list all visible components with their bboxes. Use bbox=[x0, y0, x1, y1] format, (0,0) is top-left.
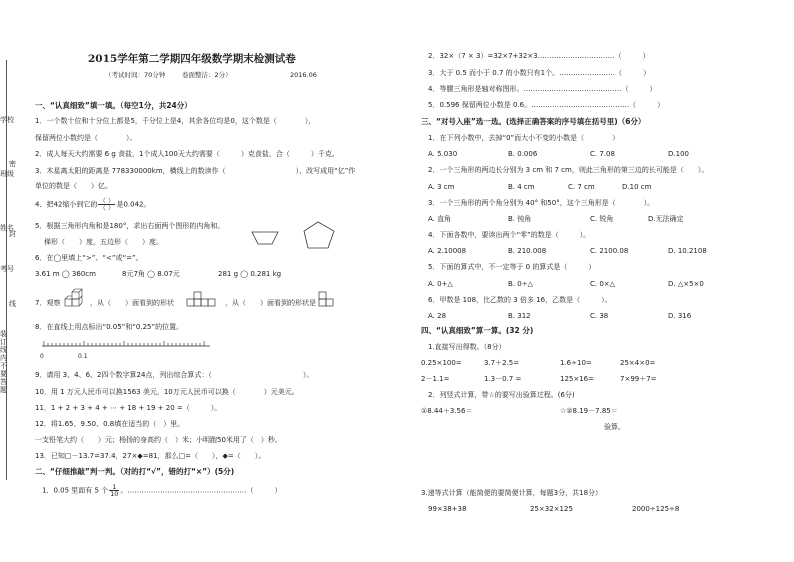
question-2: 2．成人每天大约需要 6 g 食盐，1个成人100天大约需要（ ）克食盐，合（ ）千克。 bbox=[35, 150, 339, 158]
judge-1-text-end: 。……………………………………………（ ） bbox=[120, 486, 282, 495]
choice-3-option-b: B. 钝角 bbox=[508, 215, 532, 223]
question-6-item-a: 3.61 m ◯ 360cm bbox=[35, 270, 96, 278]
calc-1-row2-b: 1.3－0.7 = bbox=[484, 375, 522, 383]
judge-1-fraction bbox=[109, 484, 119, 497]
calc-2-item-2: ☆②8.19－7.85＝ bbox=[560, 407, 618, 415]
question-4-fraction bbox=[98, 198, 115, 211]
margin-seal-char-3: 线 bbox=[9, 300, 16, 308]
choice-5-option-a: A. 0+△ bbox=[428, 280, 453, 288]
calc-3-item-2: 25×32×125 bbox=[530, 505, 573, 513]
exam-time: （考试时间：70分钟 bbox=[105, 71, 166, 79]
margin-exam-no-label: 考号 bbox=[0, 265, 14, 273]
choice-2-option-a: A. 3 cm bbox=[428, 183, 455, 191]
side-view-figure bbox=[318, 291, 348, 307]
calc-1-row2-a: 2－1.1= bbox=[421, 375, 450, 383]
fraction-numerator: （ ） bbox=[99, 197, 115, 205]
question-1: 1．一个数十位和十分位上都是5，千分位上是4，其余各位均是0，这个数是（ ）， bbox=[35, 117, 316, 125]
number-line bbox=[42, 340, 212, 352]
choice-6-option-a: A. 28 bbox=[428, 312, 447, 320]
calc-3-item-1: 99×38+38 bbox=[428, 505, 467, 513]
choice-3: 3．一个三角形的两个角分别为 40° 和50°，这个三角形是（ ）。 bbox=[428, 199, 655, 207]
question-13: 13．已知□－13.7=37.4，27×◆=81，那么□=（ ），◆=（ ）。 bbox=[35, 452, 266, 460]
exam-title: 2015学年第二学期四年级数学期末检测试卷 bbox=[88, 53, 296, 65]
choice-4: 4．下面各数中，要读出两个“零”的数是（ ）。 bbox=[428, 231, 591, 239]
judge-1-text: 1．0.05 里面有 5 个 bbox=[42, 486, 109, 495]
choice-4-option-c: C. 2100.08 bbox=[590, 247, 629, 255]
question-7: 7．观察 bbox=[35, 299, 61, 307]
fraction-denominator: （ ） bbox=[99, 204, 115, 212]
question-3-cont: 单位的数是（ ）亿。 bbox=[35, 182, 112, 190]
fraction-denominator: 10 bbox=[110, 490, 119, 498]
section-4-heading: 四、“认真细致”算一算。(32 分) bbox=[421, 326, 534, 335]
choice-6-option-b: B. 312 bbox=[508, 312, 531, 320]
front-view-figure bbox=[186, 291, 222, 307]
question-1-cont: 保留两位小数约是（ ）。 bbox=[35, 134, 137, 142]
calc-1-row1-c: 1.6÷10= bbox=[560, 359, 592, 367]
judge-5: 5．0.596 保留两位小数是 0.6。……………………………………（ ） bbox=[428, 101, 665, 109]
choice-1-option-d: D.100 bbox=[668, 150, 689, 158]
margin-seal-char-2: 封 bbox=[9, 230, 16, 238]
calc-1-row1-b: 3.7＋2.5= bbox=[484, 359, 520, 367]
judge-3: 3．大于 0.5 而小于 0.7 的小数只有1个。……………………（ ） bbox=[428, 69, 651, 77]
question-6-item-c: 281 g ◯ 0.281 kg bbox=[218, 270, 282, 278]
calc-2-heading: 2．列竖式计算，带☆的要写出验算过程。(6分) bbox=[428, 391, 575, 399]
choice-6: 6．甲数是 108，比乙数的 3 倍多 16，乙数是（ ）。 bbox=[428, 296, 612, 304]
choice-4-option-d: D. 10.2108 bbox=[668, 247, 707, 255]
calc-1-heading: 1.直接写出得数。（8分） bbox=[428, 343, 506, 351]
question-3: 3．木星离太阳的距离是 778330000km，横线上的数读作（ ），改写成用“亿”作 bbox=[35, 167, 356, 175]
section-1-heading: 一、“认真细致”填一填。（每空1分，共24分） bbox=[35, 101, 192, 110]
judge-1 bbox=[42, 484, 281, 497]
number-line-label-0: 0 bbox=[40, 353, 44, 360]
choice-6-option-c: C. 38 bbox=[590, 312, 609, 320]
calc-2-item-1: ①8.44＋3.56＝ bbox=[421, 407, 473, 415]
question-12-cont: 一支铅笔大约（ ）元；杨扬的身高约（ ）米；小明跑50米用了（ ）秒。 bbox=[35, 436, 282, 444]
calc-1-row2-c: 125×16= bbox=[560, 375, 594, 383]
calc-1-row2-d: 7×99＋7= bbox=[620, 375, 657, 383]
choice-3-option-d: D.无法确定 bbox=[648, 215, 684, 223]
fraction-numerator: 1 bbox=[109, 484, 119, 491]
question-7-text: ，从（ ）面看到的形状 bbox=[90, 299, 174, 307]
choice-5-option-d: D. △×5×0 bbox=[668, 280, 704, 288]
question-5: 5．根据三角形内角和是180°，求出右面两个图形的内角和。 bbox=[35, 222, 225, 230]
margin-school-label: 学校 bbox=[0, 116, 14, 124]
judge-2: 2．32×（7 × 3）=32×7+32×3……………………………（ ） bbox=[428, 52, 650, 60]
choice-4-option-a: A. 2.10008 bbox=[428, 247, 467, 255]
choice-5-option-c: C. 0×△ bbox=[590, 280, 616, 288]
choice-3-option-a: A. 直角 bbox=[428, 215, 452, 223]
question-9: 9．请用 3、4、6、2四个数字算24点，列出综合算式：（ ）。 bbox=[35, 371, 314, 379]
question-5-cont: 梯形（ ）度，五边形（ ）度。 bbox=[44, 238, 163, 246]
choice-1-option-c: C. 7.08 bbox=[590, 150, 615, 158]
question-4-text-end: 是0.042。 bbox=[116, 200, 151, 209]
choice-1: 1．在下列小数中，去掉“0”而大小不变的小数是（ ） bbox=[428, 134, 620, 142]
choice-6-option-d: D. 316 bbox=[668, 312, 692, 320]
choice-1-option-b: B. 0.006 bbox=[508, 150, 538, 158]
margin-no-answer-label: 装订线内不要答题 bbox=[0, 330, 7, 394]
choice-2-option-b: B. 4 cm bbox=[508, 183, 535, 191]
number-line-label-0-1: 0.1 bbox=[78, 353, 88, 360]
question-6-item-b: 8元7角 ◯ 8.07元 bbox=[122, 270, 180, 278]
question-12: 12．将1.65、9.50、0.8填在适当的（ ）里。 bbox=[35, 420, 185, 428]
margin-class-label: 班级 bbox=[0, 170, 14, 178]
choice-2-option-d: D.10 cm bbox=[622, 183, 652, 191]
calc-1-row1-d: 25×4×0= bbox=[620, 359, 656, 367]
calc-1-row1-a: 0.25×100= bbox=[421, 359, 462, 367]
question-11: 11．1 + 2 + 3 + 4 + ⋯ + 18 + 19 + 20 =（ ）。 bbox=[35, 404, 222, 412]
calc-2-check-label: 验算。 bbox=[604, 423, 625, 431]
margin-seal-char-1: 密 bbox=[9, 160, 16, 168]
section-3-heading: 三、“对号入座”选一选。(选择正确答案的序号填在括号里)（6分） bbox=[421, 117, 646, 126]
pentagon-figure bbox=[302, 220, 336, 250]
cube-stack-figure bbox=[64, 290, 88, 308]
question-4 bbox=[35, 198, 151, 211]
section-2-heading: 二、“仔细推敲”判一判。（对的打“√”，错的打“×”）(5分) bbox=[35, 467, 235, 476]
choice-3-option-c: C. 锐角 bbox=[590, 215, 614, 223]
trapezoid-figure bbox=[250, 230, 280, 246]
judge-4: 4．等腰三角形是轴对称图形。……………………………………（ ） bbox=[428, 85, 657, 93]
neatness-score: 卷面整洁：2分） bbox=[182, 71, 232, 79]
question-10: 10．用 1 万元人民币可以换1563 美元，10万元人民币可以换（ ）元美元。 bbox=[35, 388, 299, 396]
calc-3-item-3: 2000÷125÷8 bbox=[632, 505, 680, 513]
question-4-text: 4．把42缩小到它的 bbox=[35, 200, 98, 209]
question-6: 6．在◯里填上“>”、“<”或“=”。 bbox=[35, 254, 143, 262]
margin-name-label: 姓名 bbox=[0, 224, 14, 232]
choice-2-option-c: C. 7 cm bbox=[568, 183, 595, 191]
exam-date: 2016.06 bbox=[290, 71, 317, 79]
choice-4-option-b: B. 210.008 bbox=[508, 247, 547, 255]
calc-3-heading: 3.递等式计算（能简便的要简便计算，每题3分，共18分） bbox=[421, 489, 603, 497]
choice-5-option-b: B. 0÷△ bbox=[508, 280, 533, 288]
choice-1-option-a: A. 5.030 bbox=[428, 150, 458, 158]
choice-2: 2．一个三角形的两边长分别为 3 cm 和 7 cm，则此三角形的第三边的长可能是（ ）。 bbox=[428, 166, 709, 174]
question-8: 8．在直线上用点标出“0.05”和“0.25”的位置。 bbox=[35, 323, 184, 331]
choice-5: 5．下面的算式中，不一定等于 0 的算式是（ ） bbox=[428, 263, 596, 271]
question-7-text-2: ，从（ ）面看到的形状是 bbox=[225, 299, 316, 307]
